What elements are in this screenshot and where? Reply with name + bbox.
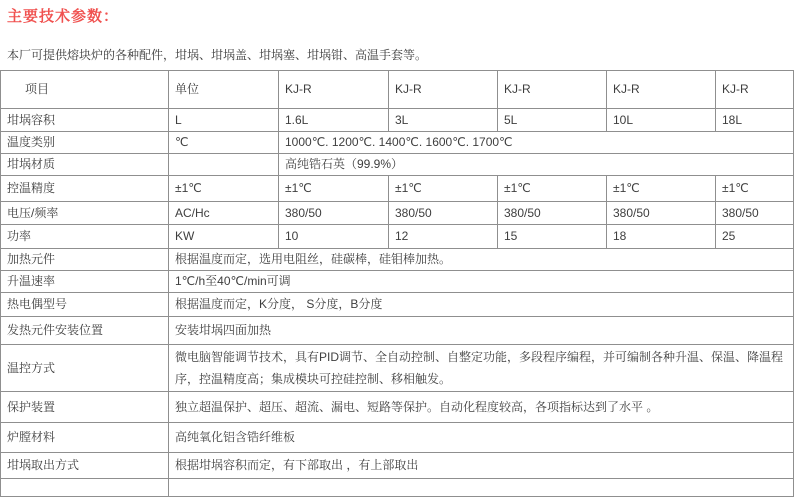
param-label: 功率	[1, 225, 169, 249]
param-label: 控温精度	[1, 176, 169, 202]
value-cell: ±1℃	[279, 176, 389, 202]
value-cell: 380/50	[279, 202, 389, 225]
header-cell-model: KJ-R	[389, 71, 498, 109]
specs-table	[0, 70, 794, 497]
param-label: 坩埚容积	[1, 109, 169, 132]
value-cell: 25	[716, 225, 794, 249]
table-row-crucible-material	[1, 154, 794, 176]
value-cell: 3L	[389, 109, 498, 132]
value-cell: 15	[498, 225, 607, 249]
param-label: 电压/频率	[1, 202, 169, 225]
param-label: 炉膛材料	[1, 423, 169, 453]
table-row-element-position	[1, 317, 794, 345]
table-row-protection-device	[1, 392, 794, 423]
span-value-cell: 1℃/h至40℃/min可调	[169, 271, 794, 293]
unit-cell: ±1℃	[169, 176, 279, 202]
table-row-thermocouple-type	[1, 293, 794, 317]
value-cell: 5L	[498, 109, 607, 132]
header-cell-model: KJ-R	[716, 71, 794, 109]
span-value-cell: 1000℃. 1200℃. 1400℃. 1600℃. 1700℃	[279, 132, 794, 154]
value-cell: ±1℃	[716, 176, 794, 202]
span-value-cell: 根据温度而定，选用电阻丝，硅碳棒，硅钼棒加热。	[169, 249, 794, 271]
span-value-cell: 高纯氧化铝含锆纤维板	[169, 423, 794, 453]
table-row-heating-rate	[1, 271, 794, 293]
header-cell-model: KJ-R	[279, 71, 389, 109]
unit-cell: AC/Hc	[169, 202, 279, 225]
header-cell-item: 项目	[1, 71, 169, 109]
header-cell-model: KJ-R	[607, 71, 716, 109]
value-cell: 380/50	[607, 202, 716, 225]
header-cell-model: KJ-R	[498, 71, 607, 109]
table-row-voltage-frequency	[1, 202, 794, 225]
value-cell: 12	[389, 225, 498, 249]
span-value-cell: 安装坩埚四面加热	[169, 317, 794, 345]
intro-text: 本厂可提供熔块炉的各种配件，坩埚、坩埚盖、坩埚塞、坩埚钳、高温手套等。	[7, 48, 428, 62]
param-label	[1, 479, 169, 497]
value-cell: 10	[279, 225, 389, 249]
param-label: 发热元件安装位置	[1, 317, 169, 345]
span-value-cell: 根据坩埚容积而定，有下部取出 ，有上部取出	[169, 453, 794, 479]
unit-cell: KW	[169, 225, 279, 249]
table-row-temperature-class	[1, 132, 794, 154]
unit-cell: ℃	[169, 132, 279, 154]
value-cell: 18	[607, 225, 716, 249]
table-row-chamber-material	[1, 423, 794, 453]
param-label: 坩埚取出方式	[1, 453, 169, 479]
header-cell-unit: 单位	[169, 71, 279, 109]
span-value-cell: 独立超温保护、超压、超流、漏电、短路等保护。自动化程度较高，各项指标达到了水平 。	[169, 392, 794, 423]
value-cell: 380/50	[389, 202, 498, 225]
unit-cell	[169, 154, 279, 176]
unit-cell: L	[169, 109, 279, 132]
page-title: 主要技术参数：	[7, 8, 120, 25]
value-cell: 10L	[607, 109, 716, 132]
table-row-temp-accuracy	[1, 176, 794, 202]
value-cell: ±1℃	[607, 176, 716, 202]
span-value-cell	[169, 479, 794, 497]
span-value-cell: 高纯锆石英（99.9%）	[279, 154, 794, 176]
param-label: 升温速率	[1, 271, 169, 293]
param-label: 温控方式	[1, 345, 169, 392]
span-value-cell: 微电脑智能调节技术，具有PID调节、全自动控制、自整定功能，多段程序编程，并可编制各种升温、保温、降温程序，控温精度高；集成模块可控硅控制、移相触发。	[169, 345, 794, 392]
param-label: 保护装置	[1, 392, 169, 423]
param-label: 坩埚材质	[1, 154, 169, 176]
table-header-row	[1, 71, 794, 109]
table-row-temp-control-method	[1, 345, 794, 392]
value-cell: ±1℃	[498, 176, 607, 202]
table-row-clipped	[1, 479, 794, 497]
param-label: 热电偶型号	[1, 293, 169, 317]
table-row-power	[1, 225, 794, 249]
param-label: 加热元件	[1, 249, 169, 271]
span-value-cell: 根据温度而定，K分度， S分度，B分度	[169, 293, 794, 317]
value-cell: ±1℃	[389, 176, 498, 202]
table-row-crucible-removal	[1, 453, 794, 479]
param-label: 温度类别	[1, 132, 169, 154]
value-cell: 1.6L	[279, 109, 389, 132]
value-cell: 380/50	[498, 202, 607, 225]
value-cell: 18L	[716, 109, 794, 132]
table-row-heating-element	[1, 249, 794, 271]
value-cell: 380/50	[716, 202, 794, 225]
table-row-crucible-volume	[1, 109, 794, 132]
